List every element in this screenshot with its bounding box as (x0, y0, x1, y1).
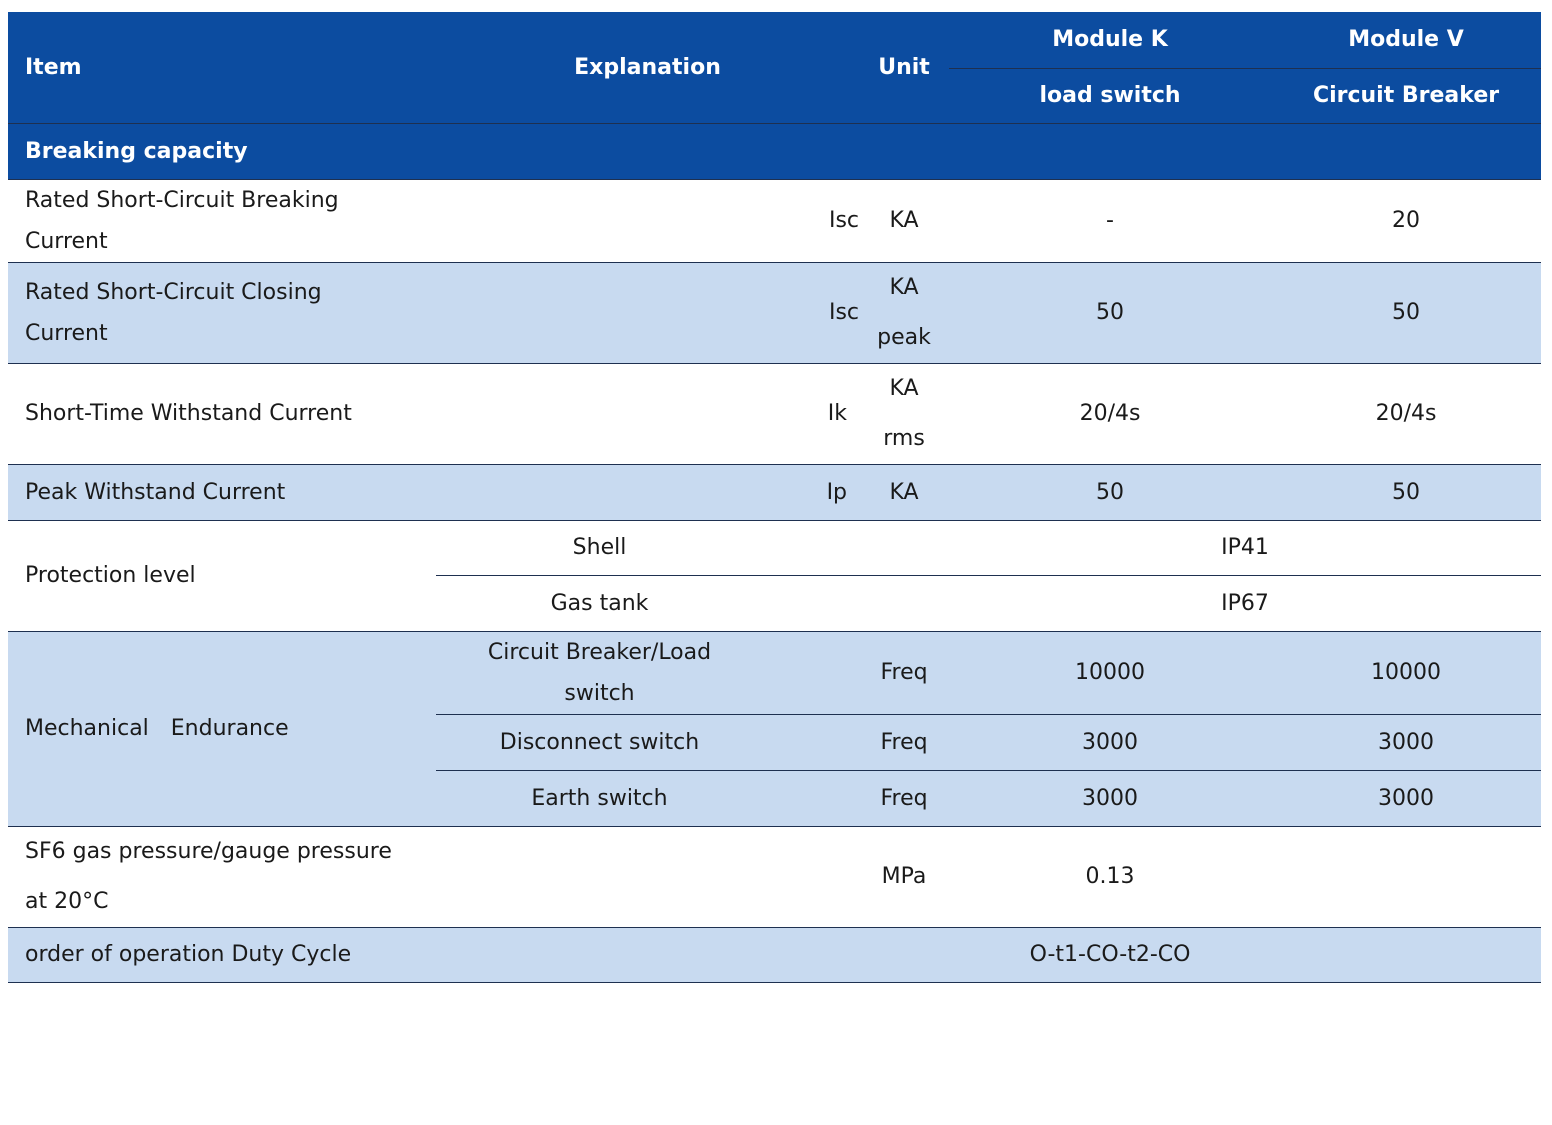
table-row (8, 631, 1541, 714)
header-load-switch: load switch (949, 68, 1271, 123)
module-k-value: 3000 (949, 770, 1271, 826)
module-k-value: 50 (949, 464, 1271, 520)
module-k-value: 3000 (949, 714, 1271, 770)
spec-table (8, 12, 1541, 983)
module-k-value: 10000 (949, 631, 1271, 714)
item-cell: Protection level (8, 520, 436, 631)
unit-text: peak (877, 324, 931, 350)
module-v-value: 20 (1271, 179, 1541, 262)
item-cell (8, 826, 436, 927)
sub-item-text: Circuit Breaker/Load (487, 639, 712, 665)
sub-item-circuit-breaker (436, 631, 763, 714)
gas-tank-value: IP67 (949, 575, 1541, 631)
header-module-v: Module V (1271, 12, 1541, 68)
unit-cell: KA (859, 179, 949, 262)
item-cell: order of operation Duty Cycle (8, 927, 436, 982)
table-row (8, 464, 1541, 520)
sub-item-disconnect-switch: Disconnect switch (436, 714, 763, 770)
symbol-cell: Ip (763, 464, 859, 520)
unit-cell: MPa (859, 826, 949, 927)
module-k-value: 20/4s (949, 363, 1271, 464)
table-row (8, 520, 1541, 575)
table-row (8, 826, 1541, 927)
item-cell (8, 262, 436, 363)
table-row (8, 927, 1541, 982)
module-k-value: 0.13 (949, 826, 1271, 927)
item-text: Current (25, 228, 108, 254)
module-v-value: 10000 (1271, 631, 1541, 714)
module-k-value: 50 (949, 262, 1271, 363)
sub-item-text: switch (564, 680, 635, 706)
header-circuit-breaker: Circuit Breaker (1271, 68, 1541, 123)
sub-item-gas-tank: Gas tank (436, 575, 763, 631)
module-k-value: - (949, 179, 1271, 262)
unit-cell (859, 262, 949, 363)
unit-cell (859, 363, 949, 464)
header-unit: Unit (859, 12, 949, 123)
header-item: Item (8, 12, 436, 123)
shell-value: IP41 (949, 520, 1541, 575)
item-text: at 20°C (25, 888, 109, 914)
header-row (8, 12, 1541, 68)
module-v-value: 50 (1271, 262, 1541, 363)
item-text: Rated Short-Circuit Closing (25, 279, 322, 305)
module-v-value: 3000 (1271, 770, 1541, 826)
section-row (8, 123, 1541, 179)
symbol-cell: Ik (763, 363, 859, 464)
symbol-cell: Isc (763, 262, 859, 363)
unit-text: KA (889, 274, 919, 300)
section-breaking-capacity: Breaking capacity (8, 123, 1541, 179)
unit-cell: Freq (859, 770, 949, 826)
duty-cycle-value: O-t1-CO-t2-CO (949, 927, 1271, 982)
unit-text: KA (889, 375, 919, 401)
sub-item-shell: Shell (436, 520, 763, 575)
item-text: Rated Short-Circuit Breaking (25, 187, 339, 213)
unit-text: rms (883, 425, 925, 451)
module-v-value: 20/4s (1271, 363, 1541, 464)
table-row (8, 262, 1541, 363)
item-cell: Short-Time Withstand Current (8, 363, 436, 464)
item-cell: Peak Withstand Current (8, 464, 436, 520)
header-module-k: Module K (949, 12, 1271, 68)
item-text: Current (25, 320, 108, 346)
item-cell: Mechanical Endurance (8, 631, 436, 826)
table-row (8, 363, 1541, 464)
item-cell (8, 179, 436, 262)
item-text: SF6 gas pressure/gauge pressure (25, 838, 392, 864)
sub-item-earth-switch: Earth switch (436, 770, 763, 826)
symbol-cell: Isc (763, 179, 859, 262)
unit-cell: Freq (859, 631, 949, 714)
table-row (8, 179, 1541, 262)
module-v-value: 3000 (1271, 714, 1541, 770)
unit-cell: Freq (859, 714, 949, 770)
header-explanation: Explanation (436, 12, 859, 123)
module-v-value: 50 (1271, 464, 1541, 520)
unit-cell: KA (859, 464, 949, 520)
